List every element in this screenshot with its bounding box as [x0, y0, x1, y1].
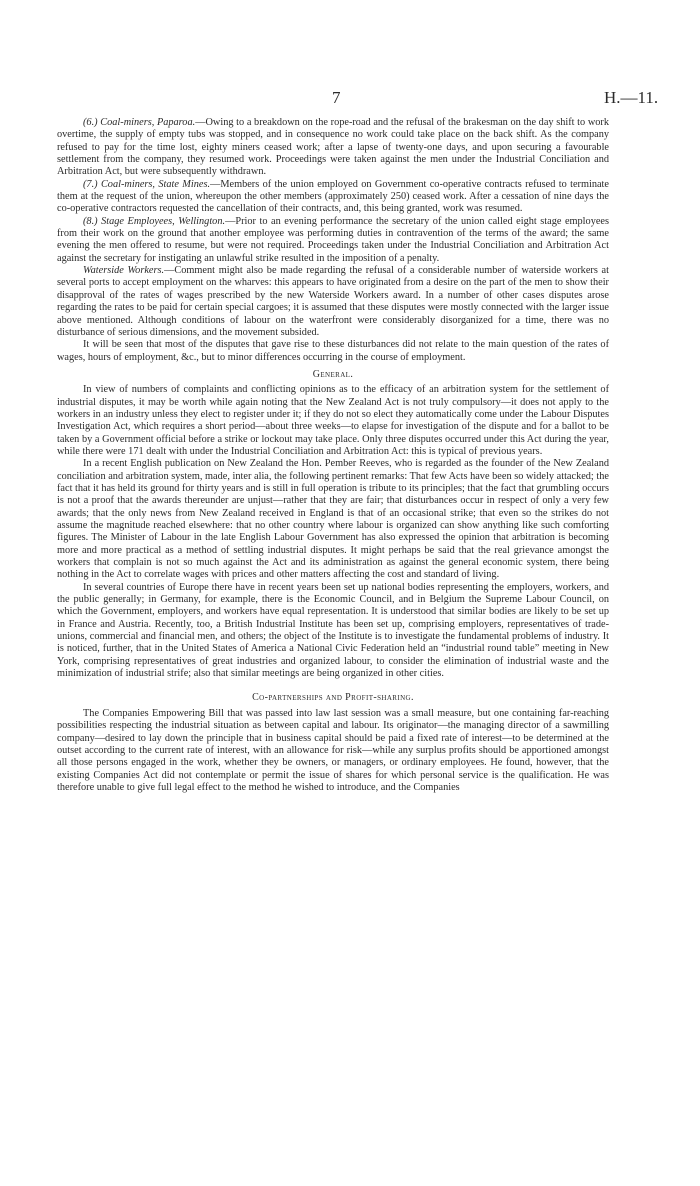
paragraph-copartnerships-1: The Companies Empowering Bill that was passed into law last session was a small measure, but one containing far-reaching possibilities respecting the industrial situation as between capital and labour. Its originator—the managing director of a sawmilling company—desired to lay down the principle that in business capital should be paid a fixed rate of interest—to be determined at the outset according to the current rate of interest, with an allowance for risk—while any surplus profits should be apportioned amongst all those persons engaged in the work, whether they be owners, or managers, or ordinary employees. He found, however, that the existing Companies Act did not contemplate or permit the issue of shares for which personal service is the qualification. He was therefore unable to give full legal effect to the method he wished to introduce, and the Companies: [57, 707, 609, 793]
paragraph-general-1: In view of numbers of complaints and conflicting opinions as to the efficacy of an arbitration system for the settlement of industrial disputes, it may be worth while again noting that the New Zealand Act is not truly compulsory—it does not apply to the workers in an industry unless they elect to register under it; if they do not so elect they automatically come under the Labour Disputes Investigation Act, which requires a short period—about three weeks—to elapse for investigation of the dispute and for a ballot to be taken by a Government official before a strike or lockout may take place. Only three disputes occurred under this Act during the year, while there were 171 dealt with under the Industrial Conciliation and Arbitration Act: this is typical of previous years.: [57, 384, 609, 457]
paragraph-lead: (6.) Coal-miners, Paparoa.: [83, 117, 196, 128]
paragraph-text: It will be seen that most of the disputes that gave rise to these disturbances did not relate to the main question of the rates of wages, hours of employment, &c., but to minor differences occurring in the course of employment.: [57, 339, 609, 363]
paragraph-summary: [57, 339, 609, 364]
paragraph-stage-employees: [57, 216, 609, 265]
paragraph-text: —Comment might also be made regarding the refusal of a considerable number of waterside workers at several ports to accept employment on the wharves: this appears to have originated from a desire on the part of the men to show their disapproval of the rates of wages prescribed by the new Waterside Workers award. In a number of other cases disputes arose regarding the rates to be paid for certain special cargoes; it is assumed that these disputes were mostly connected with the larger issue above mentioned. Although conditions of labour on the waterfront were considerably disorganized for a time, there was no disturbance of serious dimensions, and the movement subsided.: [57, 265, 609, 338]
body-text: [57, 117, 609, 794]
section-heading-general: General.: [312, 368, 354, 380]
paragraph-lead: (8.) Stage Employees, Wellington.: [83, 215, 226, 227]
paragraph-coal-miners-paparoa: [57, 117, 609, 179]
paragraph-general-3: In several countries of Europe there have in recent years been set up national bodies representing the employers, workers, and the public generally; in Germany, for example, there is the Economic Council, and in Belgium the Supreme Labour Council, on which the Government, employers, and workers have equal representation. It is understood that similar bodies are likely to be set up in France and Austria. Recently, too, a British Industrial Institute has been set up, comprising employers, representatives of trade-unions, commercial and financial men, and others; the object of the Institute is to investigate the fundamental problems of industry. It is noticed, further, that in the United States of America a National Civic Federation held an “industrial round table” meeting in New York, comprising representatives of great industries and organized labour, to consider the elimination of industrial waste and the minimization of industrial strife; also that similar meetings are being organized in other cities.: [57, 581, 609, 680]
section-heading-copartnerships: Co-partnerships and Profit-sharing.: [252, 692, 414, 704]
paragraph-coal-miners-state-mines: [57, 179, 609, 216]
paragraph-lead: Waterside Workers.: [83, 265, 165, 277]
paragraph-waterside-workers: [57, 265, 609, 339]
paragraph-text: —Prior to an evening performance the secretary of the union called eight stage employees from their work on the ground that another employee was performing duties in contravention of the terms of the award; the same evening the men offered to resume, but were not required. Proceedings taken under the Industrial Conciliation and Arbitration Act against the secretary for instigating an unlawful strike resulted in the imposition of a penalty.: [57, 215, 609, 264]
document-reference: H.—11.: [604, 88, 659, 107]
paragraph-general-2: In a recent English publication on New Zealand the Hon. Pember Reeves, who is regarded as the founder of the New Zealand conciliation and arbitration system, made, inter alia, the following pertinent remarks: That few Acts have been so widely attacked; the fact that it has held its ground for thirty years and is still in full operation is tribute to its principles; that the fact that grumbling occurs is not a proof that the awards thereunder are unjust—rather that they are fair; that disturbances occur in respect of only a very few awards; that the only news from New Zealand received in England is that of an occasional strike; that even so the strikes do not assume the magnitude reached elsewhere: that no other country where labour is organized can show anything like such comforting figures. The Minister of Labour in the late English Labour Government has also expressed the opinion that arbitration is becoming more and more practical as a method of settling industrial disputes. It might perhaps be said that the real grievance amongst the workers that complain is not so much against the Act and its administration as against the general economic system, there being nothing in the Act to correlate wages with prices and other matters affecting the cost and standard of living.: [57, 458, 609, 581]
paragraph-text: —Members of the union employed on Government co-operative contracts refused to terminate them at the request of the union, whereupon the other members (approximately 250) ceased work. After a cessation of nine days the co-operative contractors requested the cancellation of their contracts, and, this being granted, work was resumed.: [57, 178, 609, 215]
paragraph-lead: (7.) Coal-miners, State Mines.: [83, 178, 211, 190]
page-number: 7: [332, 88, 341, 107]
paragraph-text: —Owing to a breakdown on the rope-road and the refusal of the brakesman on the day shift to work overtime, the supply of empty tubs was stopped, and in consequence no work could take place on the back shift. As the company refused to pay for the time lost, eighty miners ceased work; after a lapse of twenty-one days, and upon securing a favourable settlement from the company, they resumed work. Proceedings were taken against the men under the Industrial Conciliation and Arbitration Act, but were subsequently withdrawn.: [57, 117, 609, 178]
